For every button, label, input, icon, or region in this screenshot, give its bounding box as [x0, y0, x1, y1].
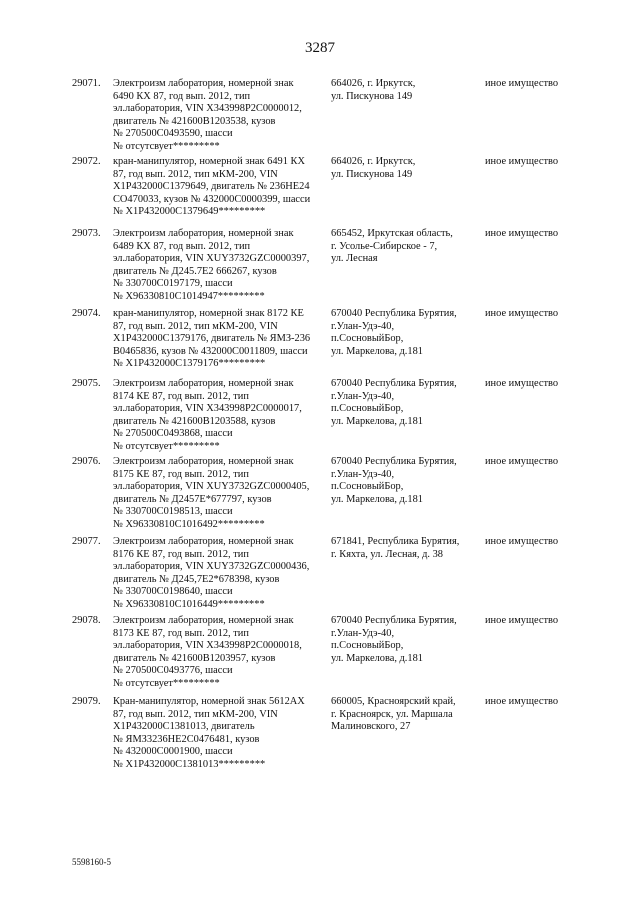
entry-property-type: иное имущество — [485, 308, 559, 319]
address-line: п.СосновыйБор, — [331, 640, 404, 652]
address-line: ул. Маркелова, д.181 — [331, 652, 423, 664]
description-line: № 270500C0493590, шасси — [113, 128, 233, 140]
entry-address — [331, 308, 479, 358]
address-line: 671841, Республика Бурятия, — [331, 536, 460, 547]
address-line: ул. Лесная — [331, 253, 378, 265]
description-line: эл.лаборатория, VIN XUY3732GZC0000405, — [113, 481, 310, 493]
description-line: № X96330810C1014947********* — [113, 290, 265, 302]
description-line: эл.лаборатория, VIN X343998P2C0000012, — [113, 103, 302, 115]
entry-number: 29071. — [72, 78, 101, 89]
description-line: 8173 КЕ 87, год вып. 2012, тип — [113, 627, 249, 639]
description-line: № 270500C0493776, шасси — [113, 665, 233, 677]
description-line: № X1P432000C1379176********* — [113, 358, 266, 370]
description-line: Кран-манипулятор, номерной знак 5612АХ — [113, 696, 305, 707]
entry-property-type: иное имущество — [485, 536, 559, 547]
entry-property-type: иное имущество — [485, 156, 559, 167]
description-line: двигатель № 421600B1203957, кузов — [113, 652, 276, 664]
entry-number: 29079. — [72, 696, 101, 707]
address-line: г.Улан-Удэ-40, — [331, 390, 395, 402]
entry-property-type: иное имущество — [485, 696, 559, 707]
entry-address — [331, 456, 479, 506]
address-line: г. Красноярск, ул. Маршала — [331, 708, 453, 720]
description-line: двигатель № Д245.7Е2 666267, кузов — [113, 265, 277, 277]
address-line: г. Кяхта, ул. Лесная, д. 38 — [331, 548, 444, 560]
entry-description — [113, 696, 323, 772]
entry-description — [113, 78, 323, 154]
description-line: эл.лаборатория, VIN XUY3732GZC0000397, — [113, 253, 310, 265]
description-line: кран-манипулятор, номерной знак 8172 КЕ — [113, 308, 304, 319]
entry-description — [113, 156, 323, 219]
description-line: № ЯМЗ3236НЕ2C0476481, кузов — [113, 733, 260, 745]
address-line: 670040 Республика Бурятия, — [331, 378, 457, 389]
description-line: Электроизм лаборатория, номерной знак — [113, 78, 294, 89]
description-line: 87, год вып. 2012, тип мКМ-200, VIN — [113, 168, 278, 180]
entry-description — [113, 308, 323, 371]
entry-address — [331, 536, 479, 561]
description-line: № 330700C0198513, шасси — [113, 506, 233, 518]
address-line: г.Улан-Удэ-40, — [331, 627, 395, 639]
entry-address — [331, 696, 479, 734]
entry-description — [113, 456, 323, 532]
address-line: ул. Пискунова 149 — [331, 168, 413, 180]
entry-number: 29075. — [72, 378, 101, 389]
description-line: эл.лаборатория, VIN XUY3732GZC0000436, — [113, 561, 310, 573]
address-line: ул. Маркелова, д.181 — [331, 345, 423, 357]
description-line: № 330700C0197179, шасси — [113, 278, 233, 290]
description-line: Электроизм лаборатория, номерной знак — [113, 536, 294, 547]
description-line: двигатель № Д2457Е*677797, кузов — [113, 493, 272, 505]
description-line: 8174 КЕ 87, год вып. 2012, тип — [113, 390, 249, 402]
address-line: ул. Маркелова, д.181 — [331, 493, 423, 505]
description-line: 8176 КЕ 87, год вып. 2012, тип — [113, 548, 249, 560]
address-line: г.Улан-Удэ-40, — [331, 320, 395, 332]
address-line: 670040 Республика Бурятия, — [331, 308, 457, 319]
address-line: п.СосновыйБор, — [331, 481, 404, 493]
description-line: № отсутсвует********* — [113, 677, 220, 689]
entry-address — [331, 228, 479, 266]
description-line: № X96330810C1016449********* — [113, 598, 265, 610]
description-line: № X96330810C1016492********* — [113, 518, 265, 530]
description-line: 8175 КЕ 87, год вып. 2012, тип — [113, 468, 249, 480]
entry-description — [113, 615, 323, 691]
description-line: 6489 КХ 87, год вып. 2012, тип — [113, 240, 251, 252]
description-line: B0465836, кузов № 432000C0011809, шасси — [113, 345, 308, 357]
description-line: CO470033, кузов № 432000C0000399, шасси — [113, 193, 311, 205]
entry-address — [331, 78, 479, 103]
address-line: 665452, Иркутская область, — [331, 228, 453, 239]
description-line: двигатель № 421600B1203588, кузов — [113, 415, 276, 427]
description-line: № отсутсвует********* — [113, 140, 220, 152]
address-line: Малиновского, 27 — [331, 721, 411, 733]
address-line: 670040 Республика Бурятия, — [331, 615, 457, 626]
entry-property-type: иное имущество — [485, 378, 559, 389]
entry-description — [113, 536, 323, 612]
entry-property-type: иное имущество — [485, 228, 559, 239]
description-line: двигатель № 421600B1203538, кузов — [113, 115, 276, 127]
description-line: X1P432000C1381013, двигатель — [113, 721, 255, 733]
entry-description — [113, 228, 323, 304]
address-line: ул. Маркелова, д.181 — [331, 415, 423, 427]
entry-property-type: иное имущество — [485, 615, 559, 626]
page-number: 3287 — [305, 40, 335, 56]
description-line: Электроизм лаборатория, номерной знак — [113, 378, 294, 389]
description-line: эл.лаборатория, VIN X343998P2C0000017, — [113, 403, 302, 415]
entry-address — [331, 378, 479, 428]
description-line: № 330700C0198640, шасси — [113, 586, 233, 598]
entry-number: 29078. — [72, 615, 101, 626]
description-line: № 270500C0493868, шасси — [113, 428, 233, 440]
description-line: № X1P432000C1381013********* — [113, 758, 266, 770]
footer-code: 5598160-5 — [72, 857, 111, 867]
description-line: 6490 КХ 87, год вып. 2012, тип — [113, 90, 251, 102]
entry-number: 29077. — [72, 536, 101, 547]
description-line: Электроизм лаборатория, номерной знак — [113, 228, 294, 239]
entry-number: 29074. — [72, 308, 101, 319]
entry-address — [331, 156, 479, 181]
address-line: 664026, г. Иркутск, — [331, 156, 416, 167]
description-line: кран-манипулятор, номерной знак 6491 КХ — [113, 156, 305, 167]
entry-number: 29076. — [72, 456, 101, 467]
entry-number: 29072. — [72, 156, 101, 167]
entry-property-type: иное имущество — [485, 456, 559, 467]
address-line: ул. Пискунова 149 — [331, 90, 413, 102]
address-line: п.СосновыйБор, — [331, 403, 404, 415]
entry-property-type: иное имущество — [485, 78, 559, 89]
address-line: 664026, г. Иркутск, — [331, 78, 416, 89]
description-line: 87, год вып. 2012, тип мКМ-200, VIN — [113, 320, 278, 332]
address-line: 660005, Красноярский край, — [331, 696, 456, 707]
description-line: X1P432000C1379649, двигатель № 236НЕ24 — [113, 181, 310, 193]
address-line: 670040 Республика Бурятия, — [331, 456, 457, 467]
description-line: X1P432000C1379176, двигатель № ЯМЗ-236 — [113, 333, 311, 345]
description-line: № X1P432000C1379649********* — [113, 206, 266, 218]
description-line: эл.лаборатория, VIN X343998P2C0000018, — [113, 640, 302, 652]
address-line: г. Усолье-Сибирское - 7, — [331, 240, 438, 252]
description-line: 87, год вып. 2012, тип мКМ-200, VIN — [113, 708, 278, 720]
entry-description — [113, 378, 323, 454]
description-line: двигатель № Д245,7Е2*678398, кузов — [113, 573, 280, 585]
address-line: п.СосновыйБор, — [331, 333, 404, 345]
description-line: Электроизм лаборатория, номерной знак — [113, 615, 294, 626]
entry-number: 29073. — [72, 228, 101, 239]
description-line: № 432000C0001900, шасси — [113, 746, 233, 758]
entry-address — [331, 615, 479, 665]
address-line: г.Улан-Удэ-40, — [331, 468, 395, 480]
description-line: № отсутсвует********* — [113, 440, 220, 452]
description-line: Электроизм лаборатория, номерной знак — [113, 456, 294, 467]
